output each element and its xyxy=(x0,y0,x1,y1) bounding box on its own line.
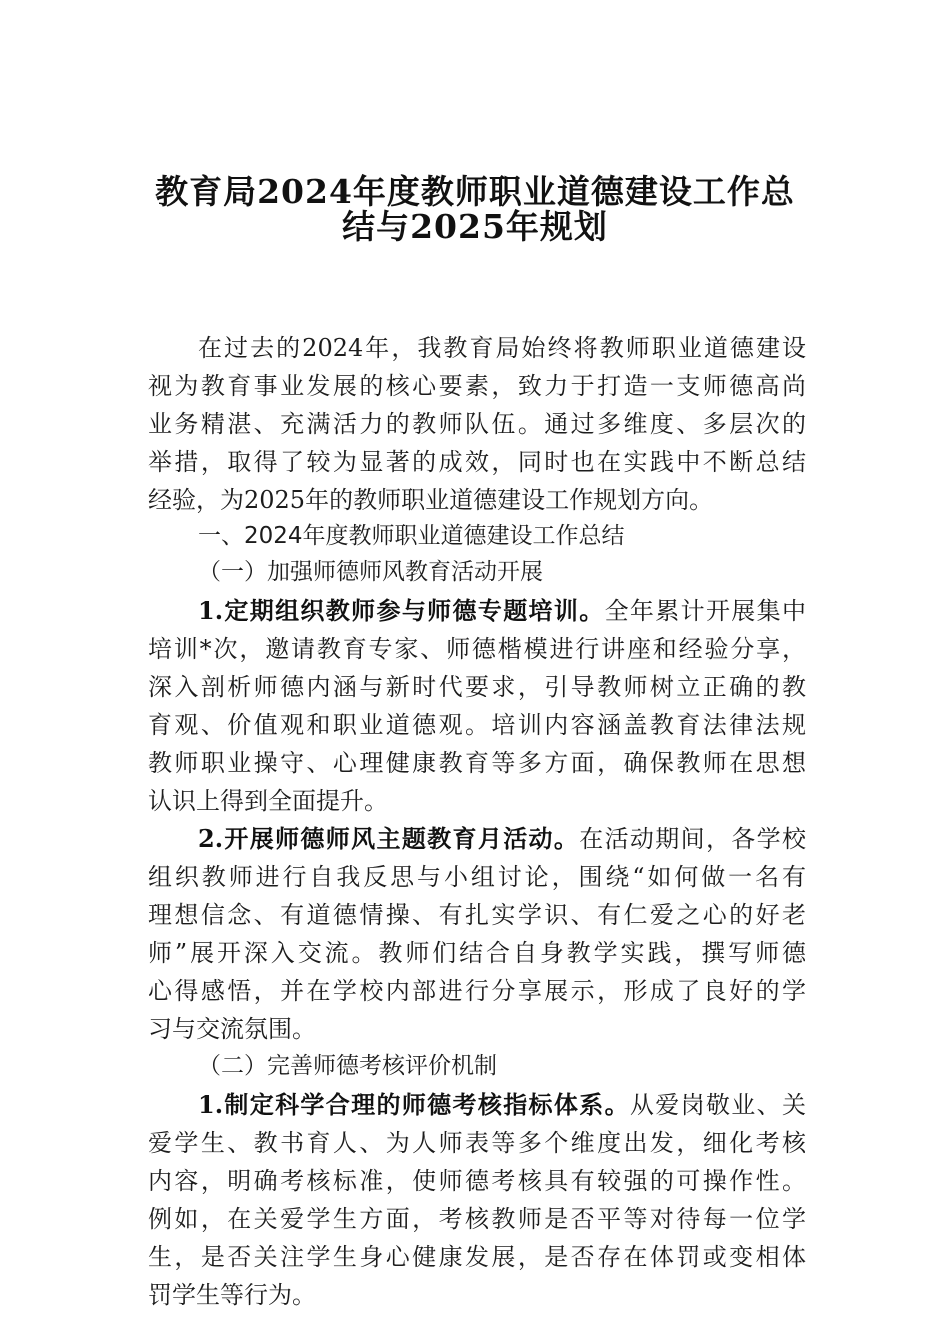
intro-line: 在过去的2024年，我教育局始终将教师职业道德建设 xyxy=(198,334,806,362)
item-line: 生，是否关注学生身心健康发展，是否存在体罚或变相体 xyxy=(148,1243,806,1271)
item-line: 育观、价值观和职业道德观。培训内容涵盖教育法律法规 xyxy=(148,711,806,739)
item-line: 教师职业操守、心理健康教育等多方面，确保教师在思想 xyxy=(148,749,806,777)
item-title: 1.制定科学合理的师德考核指标体系。 xyxy=(198,1090,630,1119)
item-text: 在活动期间，各学校 xyxy=(579,825,806,853)
item-line: 心得感悟，并在学校内部进行分享展示，形成了良好的学 xyxy=(148,977,806,1005)
item-text: 全年累计开展集中 xyxy=(604,597,806,625)
item-line: 内容，明确考核标准，使师德考核具有较强的可操作性。 xyxy=(148,1167,806,1195)
item-line: 例如，在关爱学生方面，考核教师是否平等对待每一位学 xyxy=(148,1205,806,1233)
item-line: 罚学生等行为。 xyxy=(148,1281,316,1309)
item-first-line xyxy=(198,591,806,626)
item-title: 2.开展师德师风主题教育月活动。 xyxy=(198,824,580,853)
intro-line: 视为教育事业发展的核心要素，致力于打造一支师德高尚 xyxy=(148,372,806,400)
item-line: 师”展开深入交流。教师们结合自身教学实践，撰写师德 xyxy=(148,939,806,967)
item-line: 培训*次，邀请教育专家、师德楷模进行讲座和经验分享， xyxy=(148,635,806,663)
item-text: 从爱岗敬业、关 xyxy=(629,1091,806,1119)
item-title: 1.定期组织教师参与师德专题培训。 xyxy=(198,596,605,625)
item-line: 组织教师进行自我反思与小组讨论，围绕“如何做一名有 xyxy=(148,863,806,891)
item-line: 理想信念、有道德情操、有扎实学识、有仁爱之心的好老 xyxy=(148,901,806,929)
item-line: 习与交流氛围。 xyxy=(148,1015,316,1043)
document-title-line-1: 教育局2024年度教师职业道德建设工作总 xyxy=(155,172,795,211)
item-first-line xyxy=(198,819,806,854)
item-line: 深入剖析师德内涵与新时代要求，引导教师树立正确的教 xyxy=(148,673,806,701)
intro-line: 业务精湛、充满活力的教师队伍。通过多维度、多层次的 xyxy=(148,410,806,438)
section-heading: 一、2024年度教师职业道德建设工作总结 xyxy=(198,523,625,549)
intro-line: 举措，取得了较为显著的成效，同时也在实践中不断总结 xyxy=(148,448,806,476)
intro-line: 经验，为2025年的教师职业道德建设工作规划方向。 xyxy=(148,486,714,514)
document-title-line-2: 结与2025年规划 xyxy=(342,207,608,246)
subsection-heading: （二）完善师德考核评价机制 xyxy=(198,1053,497,1079)
item-first-line xyxy=(198,1085,806,1120)
item-line: 爱学生、教书育人、为人师表等多个维度出发，细化考核 xyxy=(148,1129,806,1157)
subsection-heading: （一）加强师德师风教育活动开展 xyxy=(198,559,543,585)
item-line: 认识上得到全面提升。 xyxy=(148,787,388,815)
